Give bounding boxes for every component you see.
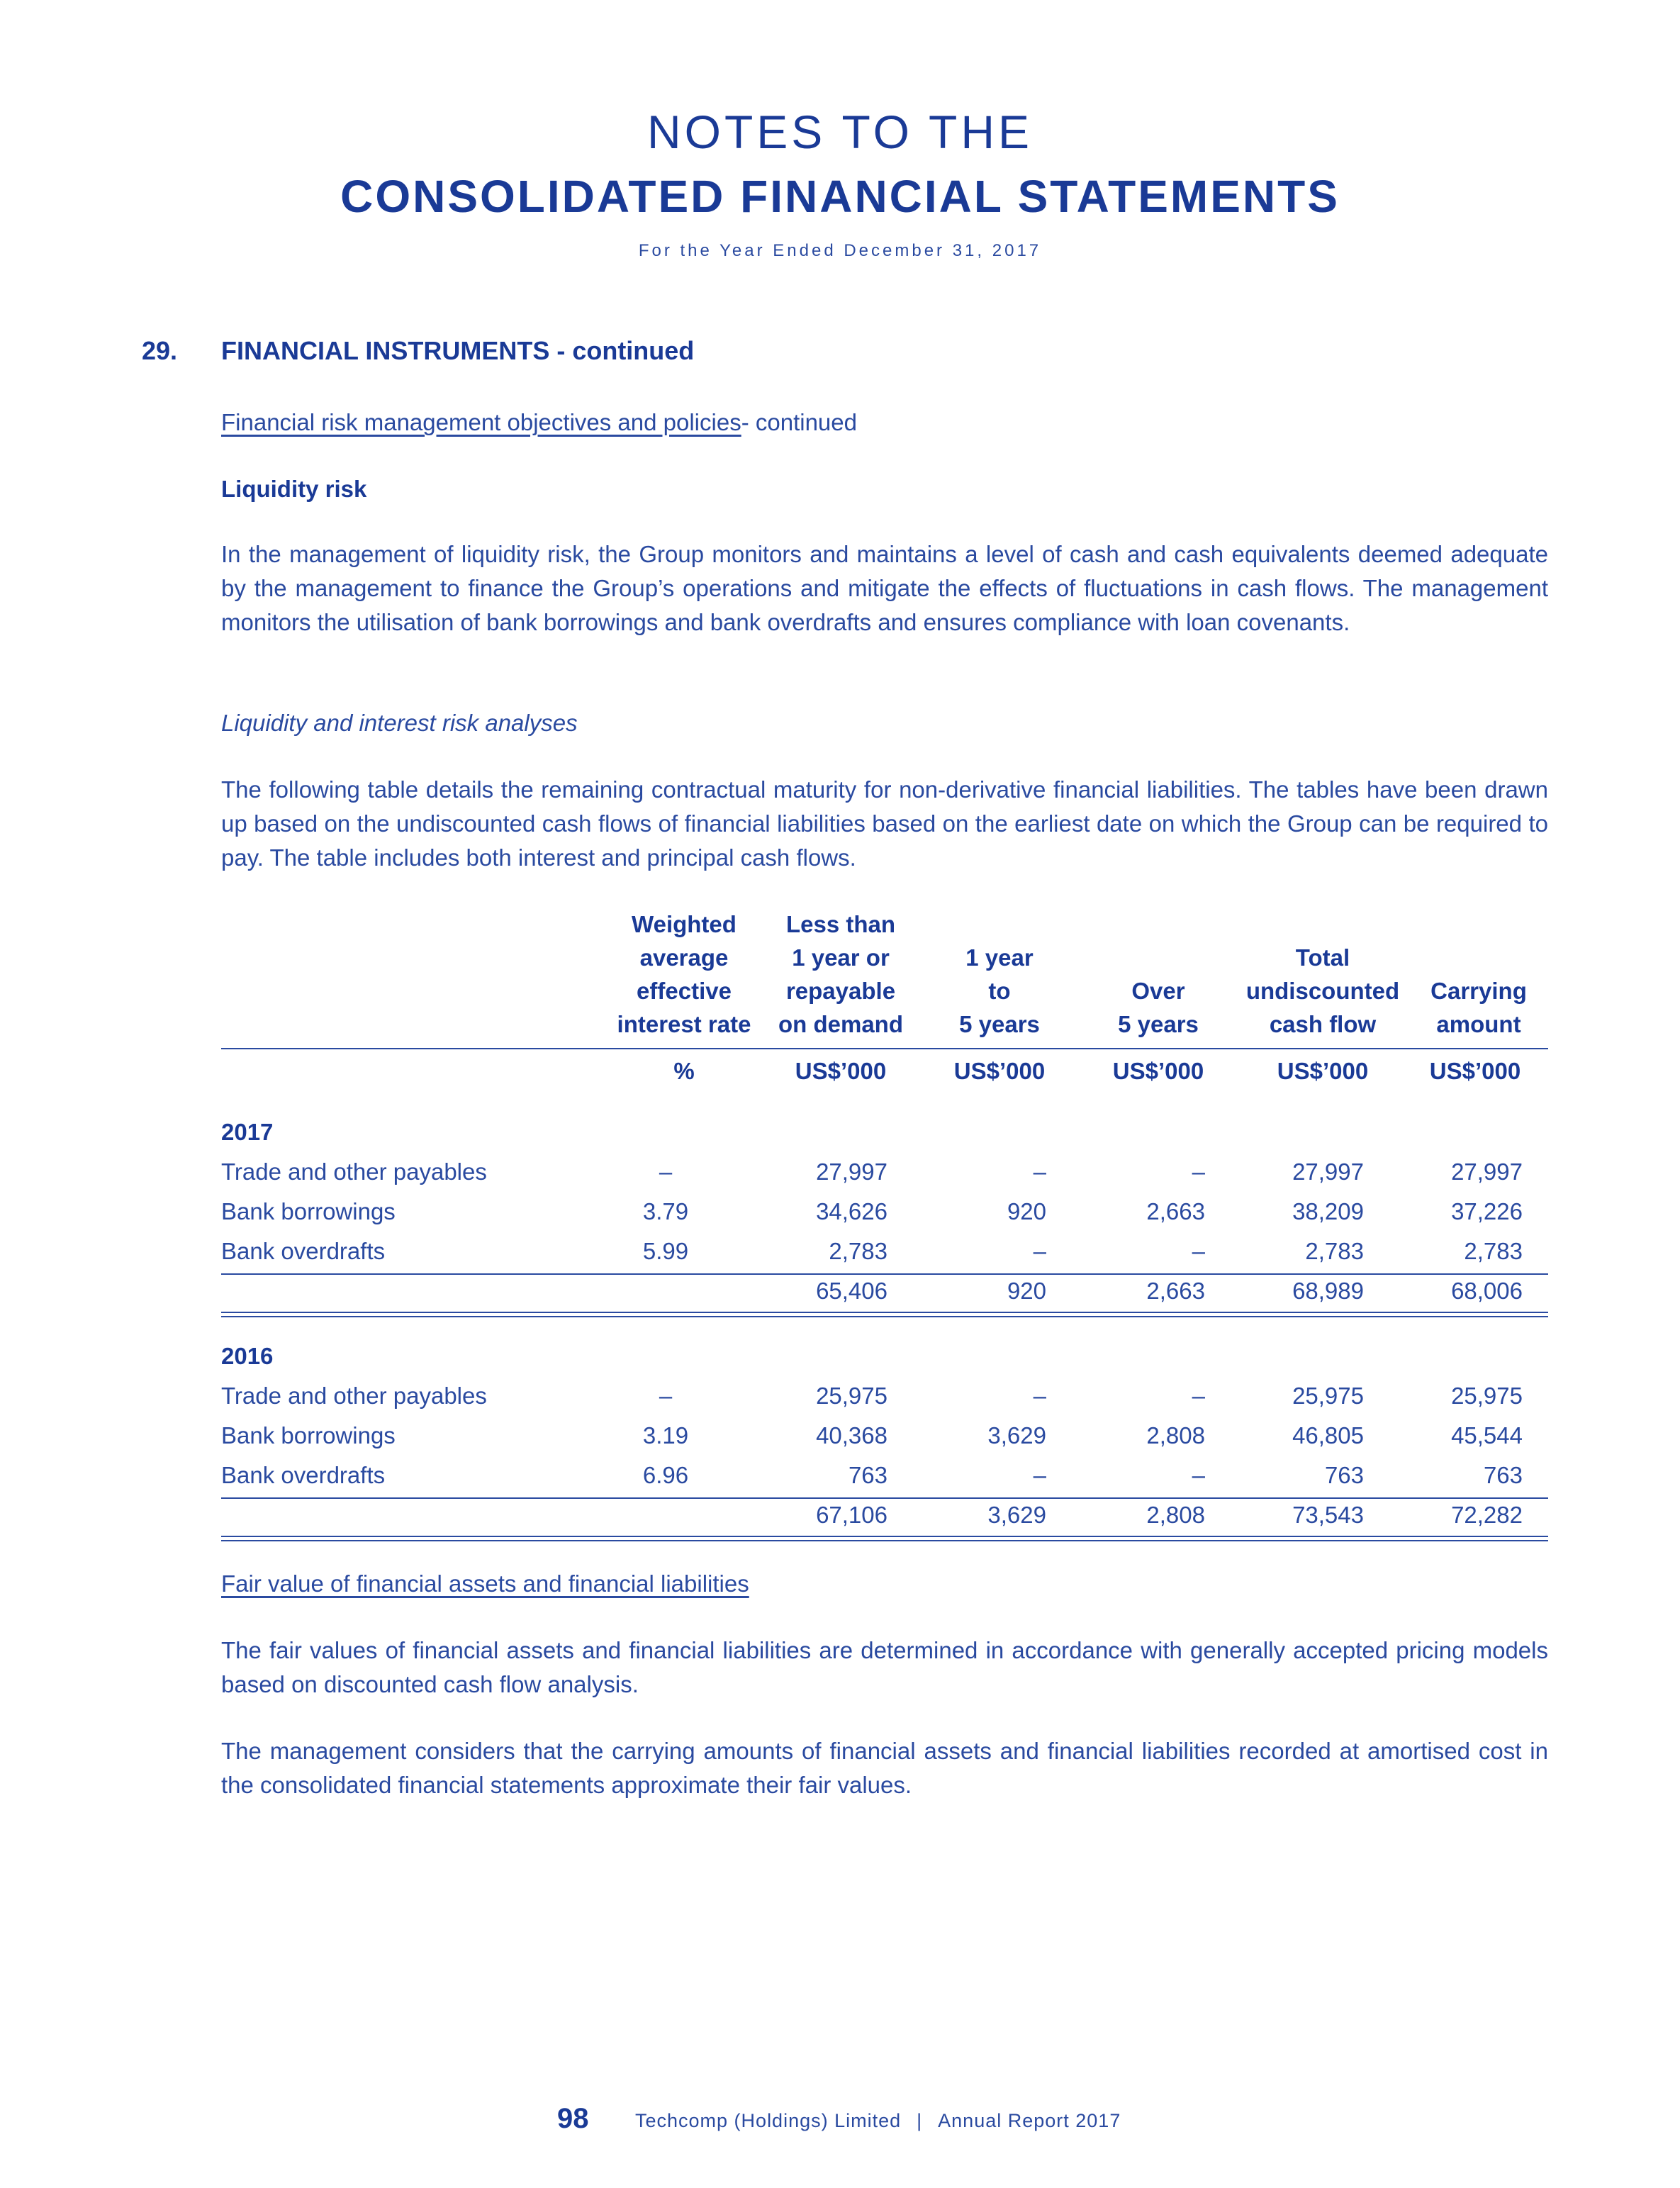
row-label: Trade and other payables: [221, 1159, 487, 1185]
cell-carrying: 68,006: [1451, 1278, 1523, 1304]
cell-carrying: 72,282: [1451, 1502, 1523, 1528]
cell-total: 27,997: [1292, 1159, 1364, 1185]
header-title-top: NOTES TO THE: [646, 106, 1034, 158]
liquidity-heading: Liquidity risk: [221, 476, 367, 502]
cell-less-than-1-year: 763: [848, 1462, 887, 1488]
cell-over-5-years: 2,808: [1146, 1422, 1205, 1449]
cell-carrying: 27,997: [1451, 1159, 1523, 1185]
cell-total: 38,209: [1292, 1198, 1364, 1224]
cell-rate: 5.99: [642, 1238, 689, 1264]
col-header-total-undiscounted: Total undiscounted cash flow: [1245, 944, 1400, 1037]
subheading-suffix: - continued: [741, 409, 857, 435]
cell-total: 25,975: [1292, 1383, 1364, 1409]
fair-value-heading-text: Fair value of financial assets and financial liabilities: [221, 1570, 749, 1597]
unit-total-undiscounted: US$’000: [1277, 1058, 1369, 1084]
total-double-rule: [221, 1312, 1548, 1317]
cell-1-to-5-years: 3,629: [987, 1422, 1046, 1449]
cell-1-to-5-years: 920: [1007, 1198, 1046, 1224]
cell-1-to-5-years: 3,629: [987, 1502, 1046, 1528]
subtotal-rule: [221, 1273, 1548, 1275]
cell-carrying: 25,975: [1451, 1383, 1523, 1409]
cell-1-to-5-years: –: [1033, 1238, 1046, 1264]
unit-over-5-years: US$’000: [1112, 1058, 1204, 1084]
col-header-interest-rate: Weighted average effective interest rate: [617, 911, 751, 1037]
subheading: [221, 406, 1548, 440]
cell-1-to-5-years: –: [1033, 1462, 1046, 1488]
subheading-underlined: Financial risk management objectives and policies: [221, 409, 741, 435]
cell-over-5-years: 2,808: [1146, 1502, 1205, 1528]
row-label: Bank overdrafts: [221, 1238, 386, 1264]
cell-rate: –: [659, 1383, 673, 1409]
table-row: [221, 1198, 1548, 1232]
cell-rate: 6.96: [642, 1462, 689, 1488]
fair-value-paragraph-1: The fair values of financial assets and financial liabilities are determined in accordance with generally accepted pricing models based on discounted cash flow analysis.: [221, 1637, 1548, 1697]
header-rule: [221, 1048, 1548, 1049]
row-label: Trade and other payables: [221, 1383, 487, 1409]
header-subtitle: For the Year Ended December 31, 2017: [638, 241, 1042, 260]
total-row: [221, 1502, 1548, 1536]
section-number: 29.: [142, 336, 178, 365]
row-label: Bank borrowings: [221, 1198, 396, 1224]
cell-carrying: 2,783: [1464, 1238, 1523, 1264]
unit-less-than-1-year: US$’000: [795, 1058, 887, 1084]
col-header-over-5-years: Over 5 years: [1118, 978, 1199, 1037]
cell-carrying: 45,544: [1451, 1422, 1523, 1449]
unit-interest-rate: %: [673, 1058, 695, 1084]
cell-less-than-1-year: 67,106: [816, 1502, 887, 1528]
analysis-paragraph: The following table details the remaining contractual maturity for non-derivative financial liabilities. The tables have been drawn up based on the undiscounted cash flows of financial liabilities based on the earliest date on which the Group can be required to pay. The table includes both interest and principal cash flows.: [221, 776, 1548, 871]
cell-carrying: 763: [1483, 1462, 1523, 1488]
group-year: 2016: [221, 1343, 274, 1369]
table-row: [221, 1159, 1548, 1193]
fair-value-heading: [221, 1567, 1548, 1601]
cell-carrying: 37,226: [1451, 1198, 1523, 1224]
cell-less-than-1-year: 65,406: [816, 1278, 887, 1304]
cell-1-to-5-years: –: [1033, 1159, 1046, 1185]
cell-rate: –: [659, 1159, 673, 1185]
table-row: [221, 1462, 1548, 1496]
cell-rate: 3.19: [642, 1422, 689, 1449]
cell-1-to-5-years: –: [1033, 1383, 1046, 1409]
footer-separator: |: [917, 2110, 923, 2131]
cell-over-5-years: –: [1192, 1383, 1205, 1409]
unit-carrying-amount: US$’000: [1429, 1058, 1521, 1084]
footer-report: Annual Report 2017: [938, 2110, 1121, 2131]
footer-company: Techcomp (Holdings) Limited: [635, 2110, 902, 2131]
cell-over-5-years: –: [1192, 1159, 1205, 1185]
section-title: FINANCIAL INSTRUMENTS - continued: [221, 336, 695, 365]
cell-less-than-1-year: 34,626: [816, 1198, 887, 1224]
cell-total: 763: [1324, 1462, 1364, 1488]
row-label: Bank borrowings: [221, 1422, 396, 1449]
liquidity-paragraph: In the management of liquidity risk, the Group monitors and maintains a level of cash and cash equivalents deemed adequate by the management to finance the Group’s operations and mitigate the effects of fluctuations in cash flows. The management monitors the utilisation of bank borrowings and bank overdrafts and ensures compliance with loan covenants.: [221, 541, 1548, 635]
analysis-heading: Liquidity and interest risk analyses: [221, 710, 578, 736]
cell-total: 2,783: [1305, 1238, 1364, 1264]
footer-text: [635, 2110, 1121, 2132]
subtotal-rule: [221, 1497, 1548, 1499]
group-year: 2017: [221, 1119, 274, 1145]
cell-less-than-1-year: 2,783: [829, 1238, 887, 1264]
total-double-rule: [221, 1536, 1548, 1541]
cell-total: 46,805: [1292, 1422, 1364, 1449]
cell-1-to-5-years: 920: [1007, 1278, 1046, 1304]
row-label: Bank overdrafts: [221, 1462, 386, 1488]
page-number: 98: [557, 2103, 589, 2134]
fair-value-paragraph-2: The management considers that the carrying amounts of financial assets and financial liabilities recorded at amortised cost in the consolidated financial statements approximate their fair values.: [221, 1738, 1548, 1798]
table-row: [221, 1238, 1548, 1272]
cell-over-5-years: 2,663: [1146, 1278, 1205, 1304]
cell-total: 68,989: [1292, 1278, 1364, 1304]
cell-over-5-years: 2,663: [1146, 1198, 1205, 1224]
cell-less-than-1-year: 40,368: [816, 1422, 887, 1449]
cell-less-than-1-year: 27,997: [816, 1159, 887, 1185]
unit-1-to-5-years: US$’000: [953, 1058, 1046, 1084]
table-row: [221, 1422, 1548, 1456]
cell-rate: 3.79: [642, 1198, 689, 1224]
total-row: [221, 1278, 1548, 1312]
table-row: [221, 1383, 1548, 1417]
cell-over-5-years: –: [1192, 1238, 1205, 1264]
col-header-1-to-5-years: 1 year to 5 years: [959, 944, 1040, 1037]
col-header-less-than-1-year: Less than 1 year or repayable on demand: [778, 911, 903, 1037]
cell-less-than-1-year: 25,975: [816, 1383, 887, 1409]
cell-total: 73,543: [1292, 1502, 1364, 1528]
cell-over-5-years: –: [1192, 1462, 1205, 1488]
col-header-carrying-amount: Carrying amount: [1430, 978, 1527, 1037]
header-title-main: CONSOLIDATED FINANCIAL STATEMENTS: [340, 171, 1340, 222]
